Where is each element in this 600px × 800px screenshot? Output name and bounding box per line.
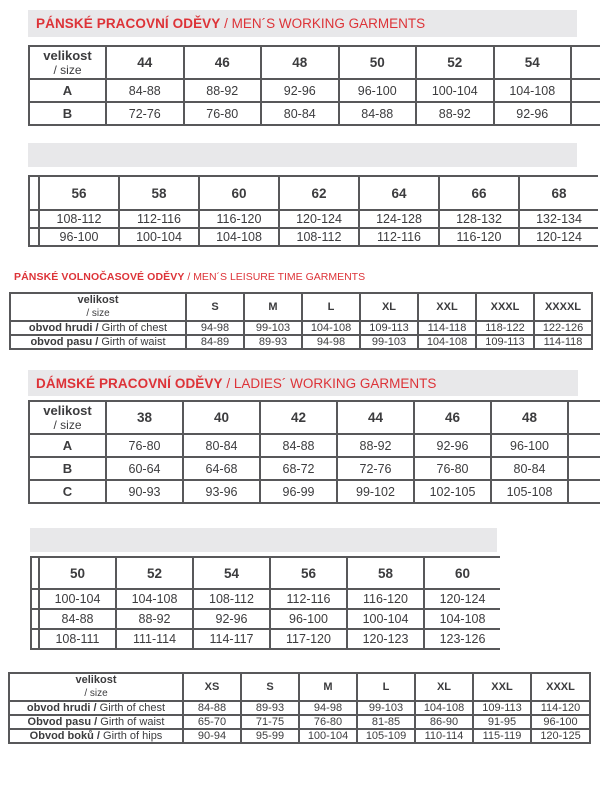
value-cell: 90-94	[183, 729, 241, 743]
row-label: obvod pasu / Girth of waist	[10, 335, 186, 349]
size-column-header: 64	[359, 176, 439, 210]
row-label: B	[29, 457, 106, 480]
size-column-header: 54	[494, 46, 572, 79]
value-cell: 71-75	[241, 715, 299, 729]
size-column-header: XS	[183, 673, 241, 701]
row-label: B	[29, 102, 106, 125]
size-column-header: 58	[347, 557, 424, 589]
value-cell: 108-111	[39, 629, 116, 649]
size-column-header: 38	[106, 401, 183, 434]
value-cell: 120-124	[279, 210, 359, 228]
value-cell: 72-76	[337, 457, 414, 480]
value-cell: 68-72	[260, 457, 337, 480]
value-cell: 90-93	[106, 480, 183, 503]
table-mens-leisure-measures	[9, 292, 595, 362]
table-ladies-working-sizes-38-48	[28, 400, 600, 524]
value-cell: 104-108	[424, 609, 500, 629]
value-cell: 88-92	[116, 609, 193, 629]
size-column-header: 48	[491, 401, 568, 434]
size-column-header: S	[241, 673, 299, 701]
value-cell: 114-120	[531, 701, 590, 715]
cut-column-cell	[568, 401, 600, 434]
value-cell: 65-70	[183, 715, 241, 729]
value-cell: 84-88	[339, 102, 417, 125]
value-cell: 105-108	[491, 480, 568, 503]
value-cell: 114-118	[534, 335, 592, 349]
value-cell: 80-84	[261, 102, 339, 125]
size-column-header: 66	[439, 176, 519, 210]
value-cell: 132-134	[519, 210, 598, 228]
section-title-english: / LADIES´ WORKING GARMENTS	[222, 375, 437, 391]
value-cell: 109-113	[473, 701, 531, 715]
value-cell: 92-96	[414, 434, 491, 457]
value-cell: 99-103	[357, 701, 415, 715]
size-column-header: M	[244, 293, 302, 321]
size-column-header: 48	[261, 46, 339, 79]
size-column-header: 52	[416, 46, 494, 79]
size-column-header: 50	[339, 46, 417, 79]
value-cell: 94-98	[299, 701, 357, 715]
cut-column-cell	[571, 46, 600, 79]
cut-column-cell	[31, 629, 39, 649]
section-title-czech: DÁMSKÉ PRACOVNÍ ODĚVY	[36, 375, 223, 391]
value-cell: 123-126	[424, 629, 500, 649]
value-cell: 80-84	[491, 457, 568, 480]
value-cell: 114-117	[193, 629, 270, 649]
row-label: obvod hrudi / Girth of chest	[9, 701, 183, 715]
size-column-header: 44	[106, 46, 184, 79]
value-cell: 116-120	[347, 589, 424, 609]
section-title-english: / MEN´S WORKING GARMENTS	[220, 16, 426, 31]
value-cell: 89-93	[241, 701, 299, 715]
value-cell: 128-132	[439, 210, 519, 228]
size-column-header: XXL	[473, 673, 531, 701]
cut-column-cell	[29, 228, 39, 246]
value-cell: 115-119	[473, 729, 531, 743]
section-title-czech: PÁNSKÉ VOLNOČASOVÉ ODĚVY	[14, 271, 185, 283]
size-column-header: XXXL	[531, 673, 590, 701]
cut-column-cell	[568, 480, 600, 503]
value-cell: 88-92	[184, 79, 262, 102]
value-cell: 118-122	[476, 321, 534, 335]
table-mens-working-sizes-44-54	[28, 45, 600, 142]
size-column-header: XL	[415, 673, 473, 701]
value-cell: 104-108	[116, 589, 193, 609]
value-cell: 84-89	[186, 335, 244, 349]
size-column-header: 62	[279, 176, 359, 210]
cut-column-cell	[568, 457, 600, 480]
value-cell: 116-120	[199, 210, 279, 228]
size-column-header: 60	[199, 176, 279, 210]
gray-separator-bar	[28, 143, 577, 167]
section-title-czech: PÁNSKÉ PRACOVNÍ ODĚVY	[36, 16, 221, 31]
value-cell: 84-88	[106, 79, 184, 102]
size-column-header: 56	[39, 176, 119, 210]
row-label: A	[29, 79, 106, 102]
value-cell: 104-108	[302, 321, 360, 335]
value-cell: 112-116	[359, 228, 439, 246]
value-cell: 96-100	[339, 79, 417, 102]
size-label-header-cell: velikost / size	[9, 673, 183, 701]
value-cell: 108-112	[193, 589, 270, 609]
size-column-header: L	[302, 293, 360, 321]
cut-column-cell	[31, 557, 39, 589]
value-cell: 93-96	[183, 480, 260, 503]
value-cell: 124-128	[359, 210, 439, 228]
row-label: obvod hrudi / Girth of chest	[10, 321, 186, 335]
size-column-header: XXXXL	[534, 293, 592, 321]
value-cell: 102-105	[414, 480, 491, 503]
value-cell: 110-114	[415, 729, 473, 743]
size-column-header: 46	[414, 401, 491, 434]
value-cell: 91-95	[473, 715, 531, 729]
cut-column-cell	[31, 589, 39, 609]
value-cell: 96-100	[270, 609, 347, 629]
gray-separator-bar	[30, 528, 497, 552]
value-cell: 111-114	[116, 629, 193, 649]
size-column-header: 68	[519, 176, 598, 210]
size-label-header-cell: velikost / size	[10, 293, 186, 321]
size-column-header: 42	[260, 401, 337, 434]
value-cell: 104-108	[199, 228, 279, 246]
value-cell: 100-104	[347, 609, 424, 629]
value-cell: 117-120	[270, 629, 347, 649]
value-cell: 95-99	[241, 729, 299, 743]
cut-column-cell	[29, 176, 39, 210]
cut-column-cell	[568, 434, 600, 457]
size-column-header: XXL	[418, 293, 476, 321]
value-cell: 105-109	[357, 729, 415, 743]
value-cell: 122-126	[534, 321, 592, 335]
cut-column-cell	[571, 79, 600, 102]
value-cell: 104-108	[418, 335, 476, 349]
value-cell: 120-124	[519, 228, 598, 246]
value-cell: 72-76	[106, 102, 184, 125]
row-label: C	[29, 480, 106, 503]
value-cell: 76-80	[106, 434, 183, 457]
value-cell: 99-103	[360, 335, 418, 349]
value-cell: 96-100	[531, 715, 590, 729]
value-cell: 96-100	[491, 434, 568, 457]
cut-column-cell	[29, 210, 39, 228]
value-cell: 84-88	[260, 434, 337, 457]
value-cell: 76-80	[414, 457, 491, 480]
value-cell: 84-88	[183, 701, 241, 715]
value-cell: 112-116	[119, 210, 199, 228]
value-cell: 92-96	[494, 102, 572, 125]
value-cell: 86-90	[415, 715, 473, 729]
value-cell: 99-103	[244, 321, 302, 335]
value-cell: 92-96	[193, 609, 270, 629]
size-column-header: 54	[193, 557, 270, 589]
size-column-header: 50	[39, 557, 116, 589]
value-cell: 88-92	[337, 434, 414, 457]
value-cell: 104-108	[494, 79, 572, 102]
size-column-header: 60	[424, 557, 500, 589]
table-ladies-working-sizes-50-60	[30, 556, 500, 668]
section-title-mens-leisure	[14, 267, 365, 285]
value-cell: 109-113	[360, 321, 418, 335]
value-cell: 100-104	[119, 228, 199, 246]
value-cell: 88-92	[416, 102, 494, 125]
table-mens-working-sizes-56-68	[28, 175, 598, 263]
row-label: Obvod pasu / Girth of waist	[9, 715, 183, 729]
size-column-header: M	[299, 673, 357, 701]
size-column-header: 52	[116, 557, 193, 589]
size-column-header: L	[357, 673, 415, 701]
section-title-english: / MEN´S LEISURE TIME GARMENTS	[184, 271, 366, 283]
value-cell: 84-88	[39, 609, 116, 629]
value-cell: 108-112	[39, 210, 119, 228]
cut-column-cell	[31, 609, 39, 629]
value-cell: 120-124	[424, 589, 500, 609]
value-cell: 116-120	[439, 228, 519, 246]
value-cell: 96-100	[39, 228, 119, 246]
value-cell: 108-112	[279, 228, 359, 246]
value-cell: 60-64	[106, 457, 183, 480]
size-label-header-cell: velikost / size	[29, 46, 106, 79]
table-ladies-measures	[8, 672, 591, 764]
value-cell: 99-102	[337, 480, 414, 503]
value-cell: 94-98	[186, 321, 244, 335]
value-cell: 76-80	[299, 715, 357, 729]
value-cell: 109-113	[476, 335, 534, 349]
size-column-header: S	[186, 293, 244, 321]
row-label: A	[29, 434, 106, 457]
value-cell: 120-123	[347, 629, 424, 649]
size-column-header: 44	[337, 401, 414, 434]
value-cell: 120-125	[531, 729, 590, 743]
value-cell: 100-104	[299, 729, 357, 743]
section-title-mens-working	[28, 10, 577, 37]
value-cell: 92-96	[261, 79, 339, 102]
value-cell: 112-116	[270, 589, 347, 609]
row-label: Obvod boků / Girth of hips	[9, 729, 183, 743]
value-cell: 114-118	[418, 321, 476, 335]
size-column-header: 40	[183, 401, 260, 434]
value-cell: 81-85	[357, 715, 415, 729]
size-column-header: 56	[270, 557, 347, 589]
value-cell: 100-104	[39, 589, 116, 609]
section-title-ladies-working	[28, 370, 578, 396]
size-column-header: 58	[119, 176, 199, 210]
cut-column-cell	[571, 102, 600, 125]
value-cell: 100-104	[416, 79, 494, 102]
value-cell: 94-98	[302, 335, 360, 349]
size-column-header: 46	[184, 46, 262, 79]
size-column-header: XL	[360, 293, 418, 321]
size-column-header: XXXL	[476, 293, 534, 321]
value-cell: 76-80	[184, 102, 262, 125]
size-label-header-cell: velikost / size	[29, 401, 106, 434]
value-cell: 64-68	[183, 457, 260, 480]
value-cell: 80-84	[183, 434, 260, 457]
value-cell: 96-99	[260, 480, 337, 503]
value-cell: 104-108	[415, 701, 473, 715]
value-cell: 89-93	[244, 335, 302, 349]
